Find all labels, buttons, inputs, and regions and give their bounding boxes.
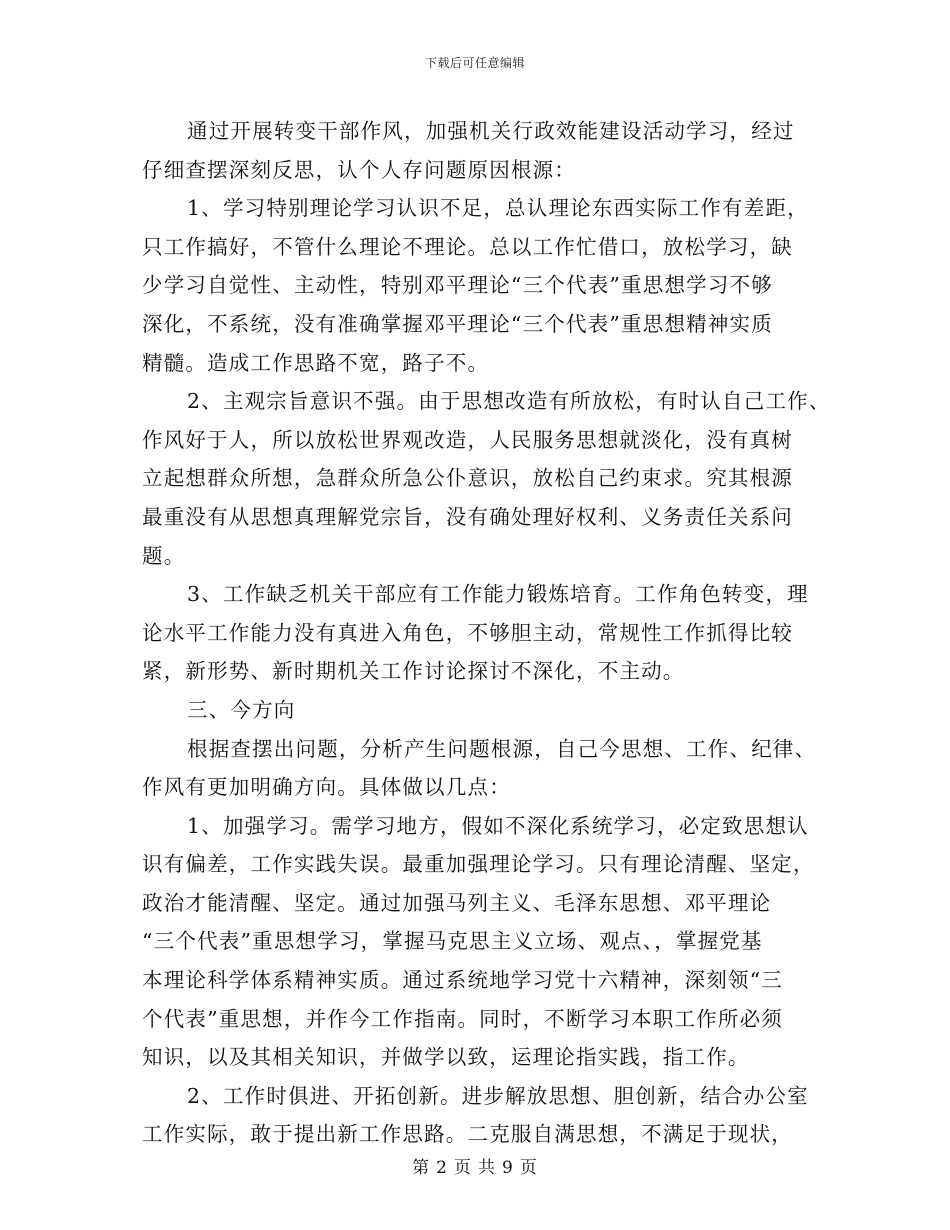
- text-line: “三个代表”重思想学习，掌握马克思主义立场、观点、，掌握党基: [142, 929, 763, 954]
- footer-current-page: 2: [436, 1158, 448, 1178]
- text-line: 通过开展转变干部作风，加强机关行政效能建设活动学习，经过: [187, 119, 795, 143]
- text-line: 精髓。造成工作思路不宽，路子不。: [142, 350, 490, 375]
- text-line: 1、学习特别理论学习认识不足，总认理论东西实际工作有差距，: [187, 196, 809, 221]
- text-line: 少学习自觉性、主动性，特别邓平理论“三个代表”重思想学习不够: [142, 273, 773, 298]
- footer-total-pages: 9: [502, 1158, 514, 1178]
- text-line: 本理论科学体系精神实质。通过系统地学习党十六精神，深刻领“三: [142, 968, 783, 993]
- text-line: 工作实际，敢于提出新工作思路。二克服自满思想，不满足于现状，: [142, 1122, 793, 1147]
- text-line: 仔细查摆深刻反思，认个人存问题原因根源：: [142, 157, 576, 182]
- text-line: 作风好于人，所以放松世界观改造，人民服务思想就淡化，没有真树: [142, 427, 793, 452]
- text-line: 识有偏差，工作实践失误。最重加强理论学习。只有理论清醒、坚定，: [142, 852, 815, 877]
- text-line: 立起想群众所想，急群众所急公仆意识，放松自己约束求。究其根源: [142, 466, 793, 491]
- footer-total-word: 共: [478, 1158, 496, 1178]
- text-line: 2、工作时俱进、开拓创新。进步解放思想、胆创新，结合办公室: [187, 1083, 809, 1108]
- text-line: 作风有更加明确方向。具体做以几点：: [142, 775, 511, 800]
- page-footer: [0, 1153, 950, 1178]
- text-line: 1、加强学习。需学习地方，假如不深化系统学习，必定致思想认: [187, 813, 809, 838]
- text-line: 紧，新形势、新时期机关工作讨论探讨不深化，不主动。: [142, 659, 685, 684]
- text-line: 政治才能清醒、坚定。通过加强马列主义、毛泽东思想、邓平理论: [142, 890, 772, 915]
- text-line: 3、工作缺乏机关干部应有工作能力锻炼培育。工作角色转变，理: [187, 582, 809, 607]
- text-line: 知识，以及其相关知识，并做学以致，运理论指实践，指工作。: [142, 1045, 750, 1070]
- text-line: 只工作搞好，不管什么理论不理论。总以工作忙借口，放松学习，缺: [142, 234, 793, 259]
- document-body: [142, 112, 832, 1154]
- text-line: 根据查摆出问题，分析产生问题根源，自己今思想、工作、纪律、: [187, 736, 817, 761]
- footer-page-word: 页: [454, 1158, 472, 1178]
- text-line: 深化，不系统，没有准确掌握邓平理论“三个代表”重思想精神实质: [142, 311, 773, 336]
- page-header-note: 下载后可任意编辑: [424, 56, 525, 70]
- text-line: 题。: [142, 543, 186, 568]
- footer-prefix: 第: [412, 1158, 431, 1178]
- text-line: 个代表”重思想，并作今工作指南。同时，不断学习本职工作所必须: [142, 1006, 783, 1031]
- text-line: 最重没有从思想真理解党宗旨，没有确处理好权利、义务责任关系问: [142, 504, 793, 529]
- text-line: 2、主观宗旨意识不强。由于思想改造有所放松，有时认自己工作、: [187, 389, 831, 414]
- text-line: 论水平工作能力没有真进入角色，不够胆主动，常规性工作抓得比较: [142, 620, 793, 645]
- footer-suffix: 页: [519, 1158, 538, 1178]
- text-line: 三、今方向: [187, 697, 296, 722]
